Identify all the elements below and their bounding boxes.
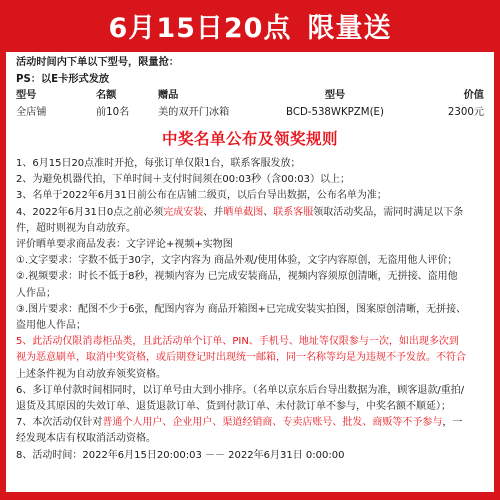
intro-note: PS：以E卡形式发放 (16, 73, 110, 85)
table-cell: 2300元 (447, 106, 484, 118)
rule-5-end: 上述条件视为自动放弃领奖资格。 (16, 368, 166, 380)
rule-4-highlight: 联系客服 (273, 206, 314, 218)
rule-8: 8、活动时间：2022年6月15日20:00:03 －－ 2022年6月31日 0:00:00 (16, 449, 345, 461)
rule-3: 3、名单于2022年6月31日前公布在店铺二级页，以后台导出数据，公布名单为准； (16, 190, 387, 202)
rule-4-continued: 件，超时则视为自动放弃。 (16, 222, 136, 234)
rule-4 (16, 205, 484, 221)
prize-table-row (16, 105, 484, 122)
intro-line: 活动时间内下单以下型号，限量抢： (16, 57, 179, 68)
rule-4-text: 、 (263, 206, 274, 218)
promo-header (0, 0, 500, 50)
header-cell: 型号 (16, 90, 37, 101)
rule-2: 2、为避免机器代拍，下单时间＋支付时间须在00:03秒（含00:03）以上； (16, 174, 350, 186)
header-cell: 价值 (463, 90, 484, 101)
header-limited-tag: 限量送 (307, 12, 392, 44)
review-image-requirement: ③.图片要求：配图不少于6张，配图内容为 商品开箱图+已完成安装实拍图，图案原创清晰，无拼接、 (16, 303, 467, 315)
rule-4-text: 、并 (203, 206, 224, 218)
header-cell: 型号 (324, 90, 346, 101)
rule-4-text: 4、2022年6月31日0点之前必须 (16, 206, 164, 218)
header-cell: 名额 (96, 90, 117, 101)
rule-5: 5、此活动仅限消毒柜品类，且此活动单个订单、PIN、手机号、地址等仅限参与一次，如出现多次到 (16, 336, 459, 348)
rule-7-cont: 经发现本店有权取消活动资格。 (16, 433, 156, 445)
rules-title: 中奖名单公布及领奖规则 (161, 130, 338, 148)
table-cell: 全店铺 (16, 106, 47, 118)
rule-7-text: ，一 (442, 417, 463, 429)
table-cell: 美的双开门冰箱 (158, 106, 230, 118)
review-video-requirement: ②.视频要求：时长不低于8秒，视频内容为 已完成安装商品，视频内容须原创清晰，无拼接、盗用他 (16, 271, 458, 283)
rule-6: 6、多订单付款时间相同时，以订单号由大到小排序。（名单以京东后台导出数据为准，顾客退款/重拍/ (16, 384, 465, 396)
prize-table-header (16, 88, 484, 105)
header-cell: 赠品 (158, 90, 179, 101)
review-image-requirement-cont: 盗用他人作品； (16, 320, 86, 332)
rule-6-cont: 退货及其原因的失效订单、退货退款订单、货到付款订单、未付款订单不参与，中奖名额不顺延）； (16, 401, 451, 413)
rule-4-text: 领取活动奖品，需同时满足以下条 (313, 206, 464, 218)
header-date-time: 6月15日20点 (108, 12, 292, 44)
rule-5-cont: 视为恶意刷单，取消中奖资格，或后期登记时出现统一邮箱，同一名称等均是为违规不予发放。不符合 (16, 352, 466, 364)
review-requirements: 评价晒单要求商品发表：文字评论+视频+实物图 (16, 239, 233, 251)
table-cell: BCD-538WKPZM(E) (286, 106, 384, 118)
review-text-requirement: ①.文字要求：字数不低于30字，文字内容为 商品外观/使用体验，文字内容原创，无盗用他人评价； (16, 255, 458, 267)
table-cell: 前10名 (96, 106, 130, 118)
rule-4-highlight: 完成安装 (163, 206, 204, 218)
rule-7 (16, 415, 484, 431)
rule-1: 1、6月15日20点准时开抢，每张订单仅限1台，联系客服发放； (16, 158, 301, 169)
review-video-requirement-cont: 人作品； (16, 287, 56, 299)
rule-7-highlight: 普通个人用户、企业用户、渠道经销商、专卖店账号、批发、商贩等不予参与 (102, 417, 443, 429)
rule-7-text: 7、本次活动仅针对 (16, 417, 103, 429)
rules-panel (6, 52, 494, 492)
rule-4-highlight: 晒单截图 (223, 206, 264, 218)
